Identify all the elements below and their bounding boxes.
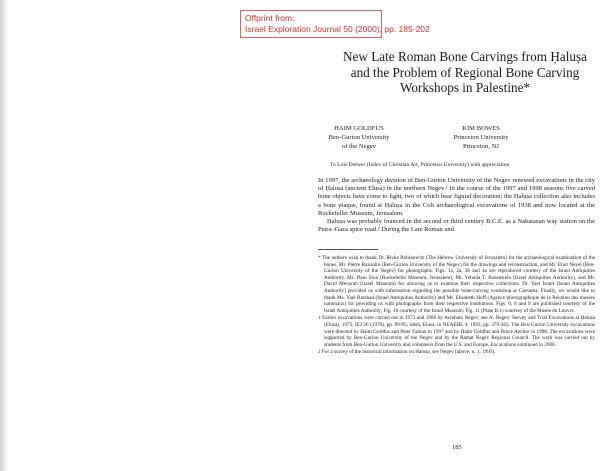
article-title [300, 49, 600, 96]
author-affiliation: Ben-Gurion University [328, 133, 390, 141]
author-block-1 [319, 125, 399, 151]
author-affiliation: Princeton University [453, 133, 509, 141]
dedication: To Lois Drewer (Index of Christian Art, Princeton University) with appreciation [330, 162, 510, 168]
author-affiliation: Princeton, NJ [463, 142, 499, 150]
body-paragraph: Ḥaluṣa was probably founced in the second or third century B.C.E. as a Nabataean way station on the Petra–Gaza spice road.² During the Late Roman and [318, 218, 595, 234]
offprint-stamp [240, 10, 430, 38]
body-paragraph: In 1997, the archaeology division of Ben-Gurion University of the Negev renewed excavations in the city of Ḥaluṣa (ancient Elusa) in the northern Negev.¹ In the course of the 1997 and 1998 seasons five carved bone objects have come to light, two of which bear figural decoration; the Ḥaluṣa collection also includes a bone plaque, found at Ḥaluṣa in the Colt archaeological excavations of 1938 and now located at the Rockefeller Museum, Jerusalem. [318, 177, 595, 217]
footnotes [318, 255, 595, 357]
footnote: 1 Earlier excavations were carried out in 1973 and 1980 by Avraham Negev; see A. Negev: Survey and Trial Excavations at Ḥaluṣa (Elusa), 1973, IEJ 26 (1976), pp. 89-95; idem, Elusa, in NEAEHL 4, 1993, pp. 379-383. The Ben-Gurion University excavations were directed by Haim Goldfus and Peter Fabian in 1997 and by Haim Goldfus and Bruce Anchor in 1998. The excavations were supported by Ben-Gurion University of the Negev and by the Ramat Negev Regional Council. The work was carried out by students from Ben-Gurion University and volunteers from the U.S. and Europe. Excavations continued in 2000. [318, 315, 595, 348]
offprint-line-1: Offprint from: [245, 13, 295, 23]
author-name: KIM BOWES [462, 125, 500, 132]
author-affiliation: of the Negev [341, 142, 377, 150]
title-line-2: and the Problem of Regional Bone Carving [350, 64, 580, 80]
offprint-line-2: Israel Exploration Journal 50 (2000), pp. 185-202 [245, 24, 430, 34]
title-line-3: Workshops in Palestine* [399, 80, 531, 95]
scan-edge-shadow [0, 0, 8, 471]
footnote: 2 For a survey of the historical information on Ḥaluṣa, see Negev (above, n. 1, 1993). [318, 349, 496, 356]
footnote-divider [318, 249, 378, 250]
title-line-1: New Late Roman Bone Carvings from Ḥaluṣa [343, 49, 587, 64]
page-number: 185 [452, 444, 462, 451]
author-block-2 [436, 125, 526, 151]
body-text [318, 177, 595, 234]
author-name: HAIM GOLDFUS [334, 125, 384, 132]
footnote: * The authors wish to thank Dr. Rivka Rubinowitz (The Hebrew University of Jerusalem) for the archaeological examination of the bones, Mr. Pierre Razoulin (Ben-Gurion University of the Negev) for the drawings and reconstruction, and Mr. Eliot Neyel (Ben-Gurion University of the Negev) for photographs. Figs. 1a, 2a, 3b and 4a are reproduced courtesy of the Israel Antiquities Authority. Mr. Dani Sion (Rockefeller Museum, Jerusalem), Mr. Yehuda T. Rosenstein (Israel Antiquities Authority), and Mr. David Mevorah (Israel Museum) for allowing us to examine their respective collections. Dr. Yael Israel (Israel Antiquities Authority) provided us with information regarding the possible bone-carving workshop at Caesarea. Finally, we would like to thank Ms. Yael Barshad (Israel Antiquities Authority) and Mr. Elisabeth Hoff (Agence photographique de la Réunion des musées nationaux) for providing us with photographs from their respective institutions. Figs. 6, 8 and 9 are published courtesy of the Israel Antiquities Authority; Fig. 10 courtesy of the Israel Museum; Fig. 11 (Plate B.1) courtesy of the Musée du Louvre. [318, 255, 595, 314]
